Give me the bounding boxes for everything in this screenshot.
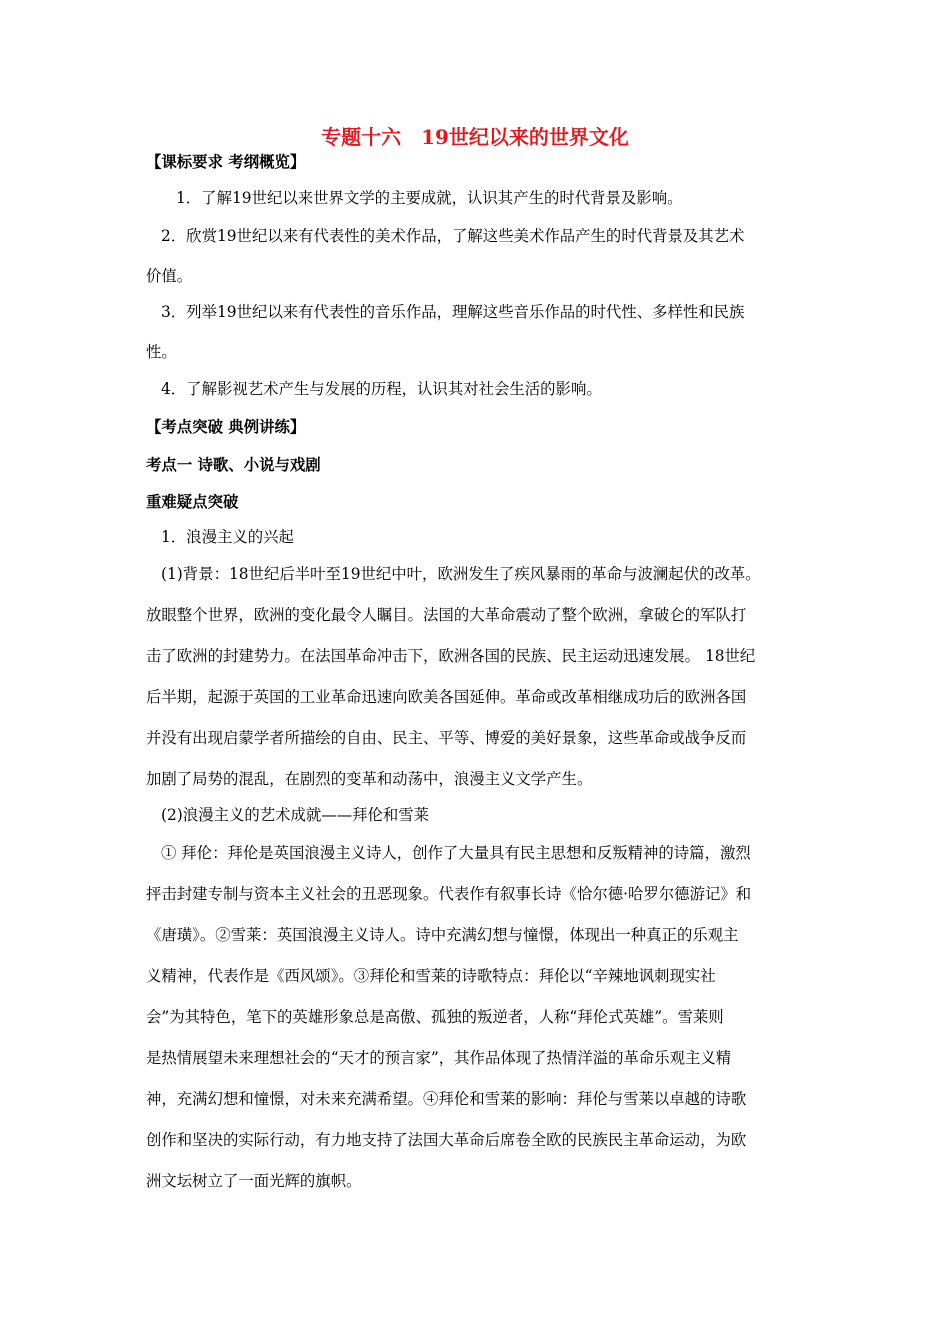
requirement-item-2-cont: 价值。 (146, 267, 193, 285)
paragraph-line: 创作和坚决的实际行动，有力地支持了法国大革命后席卷全欧的民族民主革命运动，为欧 (146, 1131, 747, 1149)
paragraph-line: 抨击封建专制与资本主义社会的丑恶现象。代表作有叙事长诗《恰尔德·哈罗尔德游记》和 (146, 885, 752, 903)
requirement-item-3-cont: 性。 (146, 343, 177, 361)
paragraph-line: 放眼整个世界，欧洲的变化最令人瞩目。法国的大革命震动了整个欧洲，拿破仑的军队打 (146, 606, 747, 624)
requirement-item-3: 3．列举19世纪以来有代表性的音乐作品，理解这些音乐作品的时代性、多样性和民族 (161, 303, 745, 321)
paragraph-line: 加剧了局势的混乱，在剧烈的变革和动荡中，浪漫主义文学产生。 (146, 770, 593, 788)
paragraph-line: 会”为其特色，笔下的英雄形象总是高傲、孤独的叛逆者，人称“拜伦式英雄”。雪莱则 (146, 1008, 724, 1026)
requirement-item-2: 2．欣赏19世纪以来有代表性的美术作品，了解这些美术作品产生的时代背景及其艺术 (161, 227, 745, 245)
paragraph-line: 是热情展望未来理想社会的“天才的预言家”，其作品体现了热情洋溢的革命乐观主义精 (146, 1049, 732, 1067)
requirement-item-1: 1．了解19世纪以来世界文学的主要成就，认识其产生的时代背景及影响。 (176, 189, 683, 207)
subheading-key-points: 重难疑点突破 (146, 493, 239, 511)
section-heading-breakthrough: 【考点突破 典例讲练】 (146, 418, 306, 436)
section-heading-curriculum: 【课标要求 考纲概览】 (146, 153, 306, 171)
paragraph-line: 义精神，代表作是《西风颂》。③拜伦和雪莱的诗歌特点：拜伦以“辛辣地讽刺现实社 (146, 967, 716, 985)
paragraph-line: 《唐璜》。②雪莱：英国浪漫主义诗人。诗中充满幻想与憧憬，体现出一种真正的乐观主 (146, 926, 739, 944)
requirement-item-4: 4．了解影视艺术产生与发展的历程，认识其对社会生活的影响。 (161, 380, 602, 398)
page-title: 专题十六 19世纪以来的世界文化 (321, 125, 629, 149)
topic-heading-1: 考点一 诗歌、小说与戏剧 (146, 456, 321, 474)
paragraph-line: 洲文坛树立了一面光辉的旗帜。 (146, 1172, 362, 1190)
paragraph-line: 神，充满幻想和憧憬，对未来充满希望。④拜伦和雪莱的影响：拜伦与雪莱以卓越的诗歌 (146, 1090, 747, 1108)
paragraph-line: (1)背景：18世纪后半叶至19世纪中叶，欧洲发生了疾风暴雨的革命与波澜起伏的改革。 (161, 565, 761, 583)
paragraph-line: 击了欧洲的封建势力。在法国革命冲击下，欧洲各国的民族、民主运动迅速发展。 18世纪 (146, 647, 756, 665)
paragraph-line: 并没有出现启蒙学者所描绘的自由、民主、平等、博爱的美好景象，这些革命或战争反而 (146, 729, 747, 747)
item-artistic-achievement: (2)浪漫主义的艺术成就——拜伦和雪莱 (161, 806, 430, 824)
paragraph-line: ① 拜伦：拜伦是英国浪漫主义诗人，创作了大量具有民主思想和反叛精神的诗篇，激烈 (161, 844, 751, 862)
paragraph-line: 后半期，起源于英国的工业革命迅速向欧美各国延伸。革命或改革相继成功后的欧洲各国 (146, 688, 747, 706)
item-romanticism-rise: 1．浪漫主义的兴起 (161, 528, 294, 546)
